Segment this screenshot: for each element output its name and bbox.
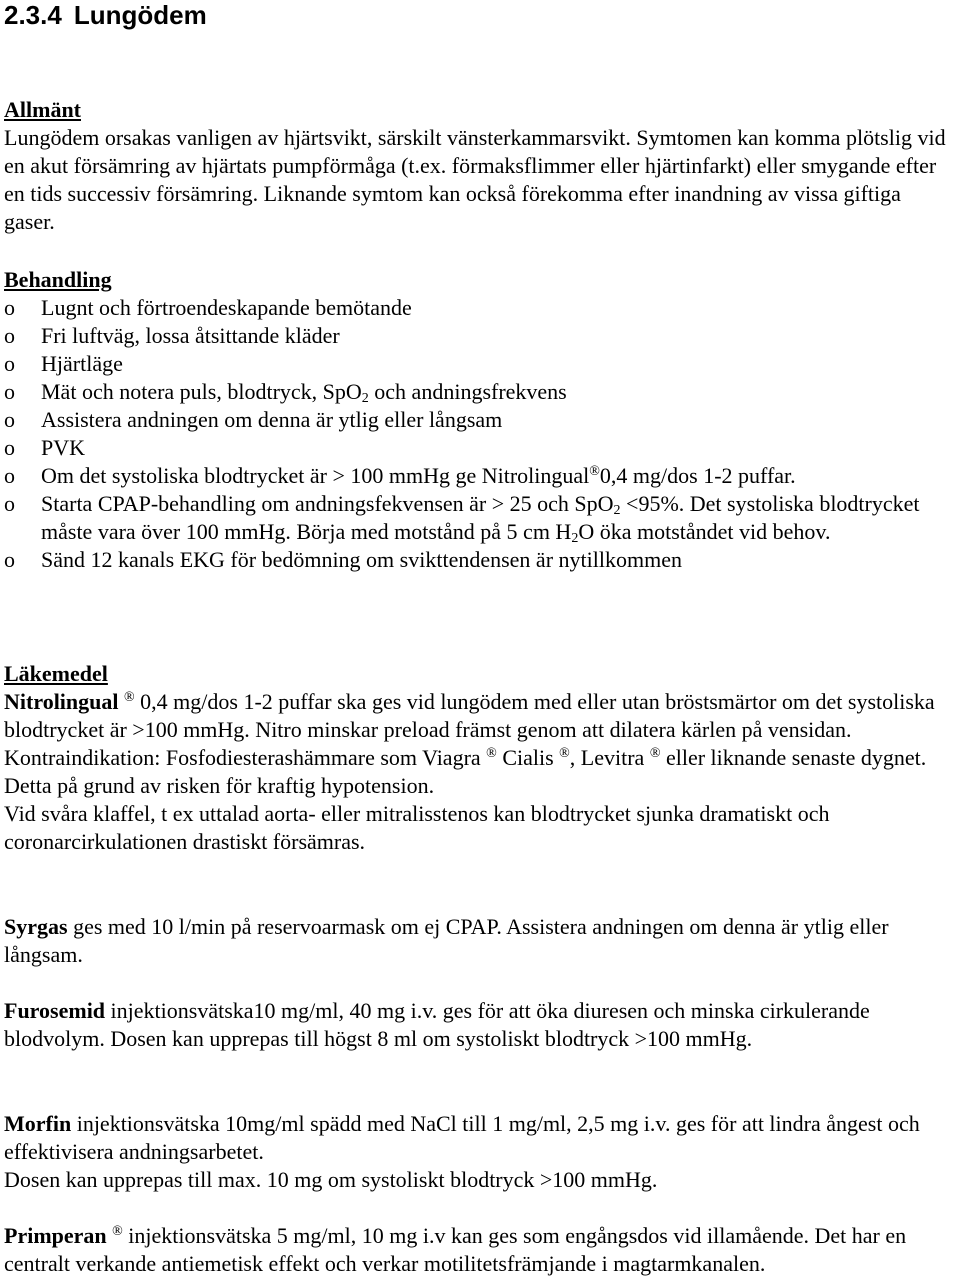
drug-name: Syrgas [4,914,68,939]
list-item: o Starta CPAP-behandling om andningsfekvensen är > 25 och SpO$_2$ <95%. Det systoliska blodtrycket måste vara över 100 mmHg. Börja med motstånd på 5 cm $H_2O$ öka motståndet vid behov. [4,491,920,546]
lakemedel-section [4,660,956,856]
drug-name: Nitrolingual [4,689,119,714]
behandling-heading: Behandling [4,267,112,292]
bullet-marker: o [4,463,15,488]
drug-name: Morfin [4,1111,72,1136]
behandling-list [4,294,956,574]
section-title: Lungödem [73,0,207,30]
drug-name: Furosemid [4,998,106,1023]
registered-mark: ® [486,746,497,761]
section-heading [4,0,207,30]
bullet-marker: o [4,295,15,320]
bullet-marker: o [4,407,15,432]
list-item: o Assistera andningen om denna är ytlig eller långsam [4,407,503,432]
syrgas-paragraph: Syrgas ges med 10 l/min på reservoarmask om ej CPAP. Assistera andningen om denna är ytlig eller långsam. [4,914,889,967]
registered-mark: ® [589,464,600,479]
list-item: o Sänd 12 kanals EKG för bedömning om svikttendensen är nytillkommen [4,547,682,572]
morfin-dose-text: Dosen kan upprepas till max. 10 mg om systoliskt blodtryck >100 mmHg. [4,1167,658,1192]
bullet-marker: o [4,351,15,376]
allmant-heading: Allmänt [4,97,81,122]
list-item: o Mät och notera puls, blodtryck, SpO$_2$ och andningsfrekvens [4,379,567,406]
list-item: o PVK [4,435,86,460]
list-item: o Om det systoliska blodtrycket är > 100 mmHg ge Nitrolingual®0,4 mg/dos 1-2 puffar. [4,463,796,488]
bullet-marker: o [4,435,15,460]
allmant-text: Lungödem orsakas vanligen av hjärtsvikt, särskilt vänsterkammarsvikt. Symtomen kan komma plötslig vid en akut försämring av hjärtats pumpförmåga (t.ex. förmaksflimmer eller hjärtinfarkt) eller smygande efter en tids successiv försämring. Liknande symtom kan också förekomma efter inandning av vissa giftiga gaser. [4,125,946,234]
list-item: o Fri luftväg, lossa åtsittande kläder [4,323,340,348]
primperan-paragraph: Primperan ® injektionsvätska 5 mg/ml, 10 mg i.v kan ges som engångsdos vid illamående. Det har en centralt verkande antiemetisk effekt och verkar motilitetsfrämjande i magtarmkanalen. [4,1223,907,1276]
registered-mark: ® [559,746,570,761]
bullet-marker: o [4,379,15,404]
klaffel-paragraph: Vid svåra klaffel, t ex uttalad aorta- eller mitralisstenos kan blodtrycket sjunka dramatiskt och coronarcirkulationen drastiskt försämras. [4,801,830,854]
bullet-marker: o [4,547,15,572]
bullet-marker: o [4,491,15,516]
furosemid-paragraph: Furosemid injektionsvätska10 mg/ml, 40 mg i.v. ges för att öka diuresen och minska cirkulerande blodvolym. Dosen kan upprepas till högst 8 ml om systoliskt blodtryck >100 mmHg. [4,998,870,1051]
drug-name: Primperan [4,1223,107,1248]
registered-mark: ® [124,690,135,705]
registered-mark: ® [649,746,661,761]
registered-mark: ® [112,1224,123,1239]
furosemid-block [4,997,956,1053]
morfin-block [4,1110,956,1194]
lakemedel-heading: Läkemedel [4,661,108,686]
allmant-section [4,96,956,236]
list-item: o Lugnt och förtroendeskapande bemötande [4,295,412,320]
primperan-block [4,1222,956,1278]
nitrolingual-paragraph: Nitrolingual ® 0,4 mg/dos 1-2 puffar ska ges vid lungödem med eller utan bröstsmärtor om det systoliska blodtrycket är >100 mmHg. Nitro minskar preload främst genom att dilatera kärlen på vensidan. [4,689,935,742]
behandling-section [4,266,956,574]
kontraindikation-paragraph: Kontraindikation: Fosfodiesterashämmare som Viagra ® Cialis ®, Levitra ® eller liknande senaste dygnet. Detta på grund av risken för kraftig hypotension. [4,745,927,798]
list-item: o Hjärtläge [4,351,123,376]
morfin-paragraph: Morfin injektionsvätska 10mg/ml spädd med NaCl till 1 mg/ml, 2,5 mg i.v. ges för att lindra ångest och effektivisera andningsarbetet. [4,1111,920,1164]
bullet-marker: o [4,323,15,348]
syrgas-block [4,913,956,969]
section-number: 2.3.4 [4,0,62,30]
